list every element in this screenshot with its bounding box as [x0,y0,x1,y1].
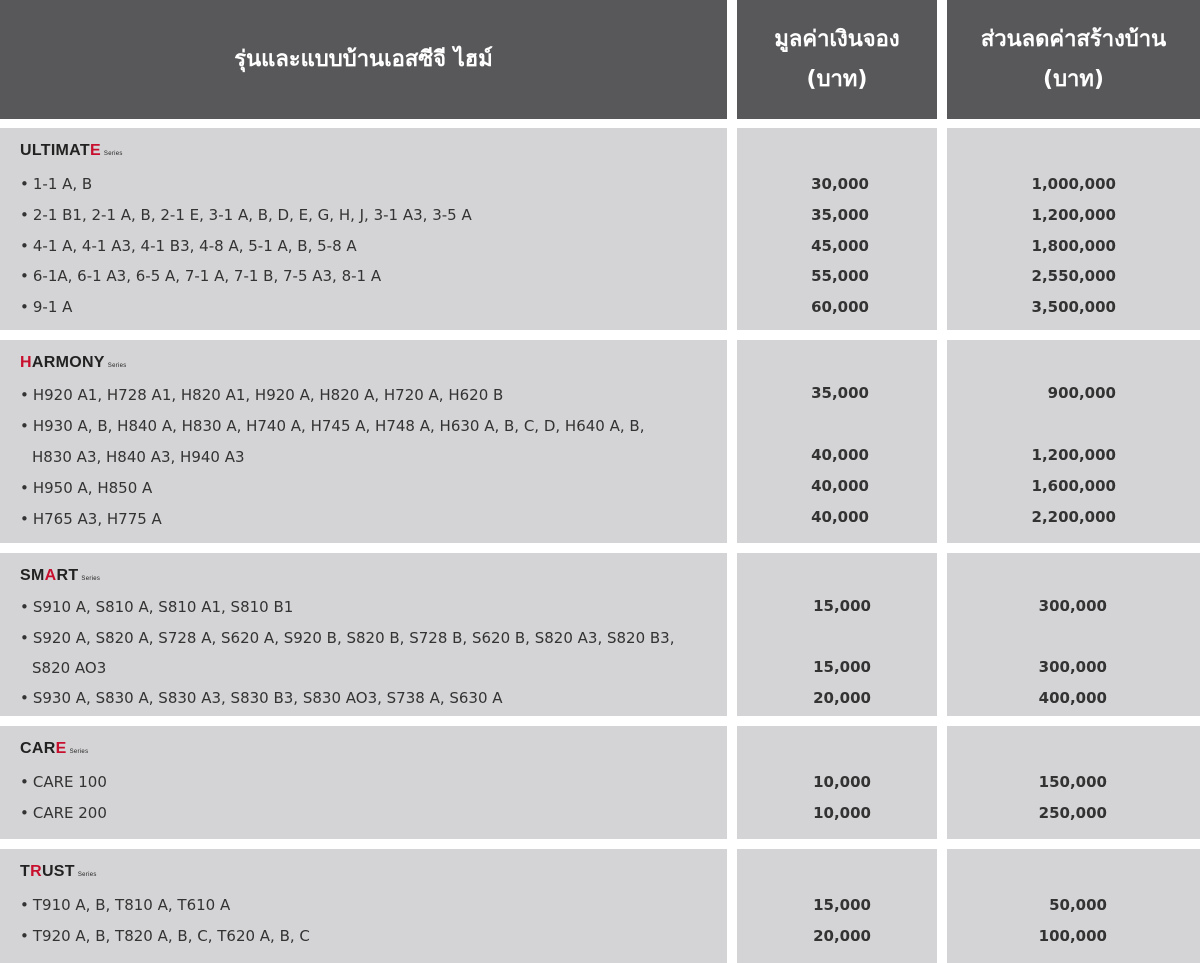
deposit-value: 15,000 [813,658,871,676]
discount-value: 50,000 [1049,896,1107,914]
table-row: • 2-1 B1, 2-1 A, B, 2-1 E, 3-1 A, B, D, E, G, H, J, 3-1 A3, 3-5 A [20,206,472,224]
deposit-value: 10,000 [813,804,871,822]
table-row-continuation: H830 A3, H840 A3, H940 A3 [32,448,245,466]
header-deposit-label: มูลค่าเงินจอง [774,26,900,52]
header-deposit-column [737,0,937,119]
ultimate-discount-cell [947,128,1200,330]
harmony-discount-cell [947,340,1200,543]
table-row: • H930 A, B, H840 A, H830 A, H740 A, H745 A, H748 A, H630 A, B, C, D, H640 A, B, [20,417,645,435]
deposit-value: 40,000 [811,508,869,526]
table-row: • T920 A, B, T820 A, B, C, T620 A, B, C [20,927,310,945]
discount-value: 1,600,000 [1031,477,1116,495]
discount-value: 3,500,000 [1031,298,1116,316]
care-models-cell [0,726,727,839]
table-row: • H950 A, H850 A [20,479,153,497]
header-model-label: รุ่นและแบบบ้านเอสซีจี ไฮม์ [234,46,493,72]
deposit-value: 40,000 [811,446,869,464]
discount-value: 400,000 [1038,689,1107,707]
table-row-continuation: S820 AO3 [32,659,107,677]
series-title-smart: SMART Series [20,567,101,584]
table-row: • 6-1A, 6-1 A3, 6-5 A, 7-1 A, 7-1 B, 7-5 A3, 8-1 A [20,267,382,285]
discount-value: 1,800,000 [1031,237,1116,255]
discount-value: 2,550,000 [1031,267,1116,285]
header-model-column [0,0,727,119]
table-row: • T910 A, B, T810 A, T610 A [20,896,231,914]
discount-value: 150,000 [1038,773,1107,791]
table-row: • CARE 100 [20,773,107,791]
discount-value: 100,000 [1038,927,1107,945]
trust-deposit-cell [737,849,937,963]
smart-discount-cell [947,553,1200,716]
deposit-value: 20,000 [813,689,871,707]
table-row: • 4-1 A, 4-1 A3, 4-1 B3, 4-8 A, 5-1 A, B, 5-8 A [20,237,357,255]
deposit-value: 15,000 [813,597,871,615]
smart-models-cell [0,553,727,716]
table-row: • CARE 200 [20,804,107,822]
header-discount-unit: (บาท) [1043,66,1104,92]
header-discount-label: ส่วนลดค่าสร้างบ้าน [980,26,1167,52]
deposit-value: 35,000 [811,206,869,224]
header-deposit-unit: (บาท) [806,66,868,92]
trust-models-cell [0,849,727,963]
care-discount-cell [947,726,1200,839]
discount-value: 300,000 [1038,597,1107,615]
smart-deposit-cell [737,553,937,716]
deposit-value: 35,000 [811,384,869,402]
deposit-value: 55,000 [811,267,869,285]
deposit-value: 40,000 [811,477,869,495]
series-title-care: CARE Series [20,740,89,757]
ultimate-models-cell [0,128,727,330]
series-title-trust: TRUST Series [20,863,97,880]
discount-value: 900,000 [1047,384,1116,402]
deposit-value: 10,000 [813,773,871,791]
series-title-ultimate: ULTIMATE Series [20,142,123,159]
discount-value: 2,200,000 [1031,508,1116,526]
table-row: • H920 A1, H728 A1, H820 A1, H920 A, H820 A, H720 A, H620 B [20,386,504,404]
harmony-deposit-cell [737,340,937,543]
deposit-value: 45,000 [811,237,869,255]
discount-value: 1,000,000 [1031,175,1116,193]
table-row: • 9-1 A [20,298,73,316]
trust-discount-cell [947,849,1200,963]
table-row: • S920 A, S820 A, S728 A, S620 A, S920 B, S820 B, S728 B, S620 B, S820 A3, S820 B3, [20,629,675,647]
discount-value: 250,000 [1038,804,1107,822]
care-deposit-cell [737,726,937,839]
deposit-value: 15,000 [813,896,871,914]
table-row: • H765 A3, H775 A [20,510,162,528]
deposit-value: 20,000 [813,927,871,945]
table-row: • S910 A, S810 A, S810 A1, S810 B1 [20,598,294,616]
discount-value: 300,000 [1038,658,1107,676]
discount-value: 1,200,000 [1031,206,1116,224]
harmony-models-cell [0,340,727,543]
table-row: • 1-1 A, B [20,175,93,193]
deposit-value: 30,000 [811,175,869,193]
deposit-value: 60,000 [811,298,869,316]
header-discount-column [947,0,1200,119]
discount-value: 1,200,000 [1031,446,1116,464]
table-row: • S930 A, S830 A, S830 A3, S830 B3, S830 AO3, S738 A, S630 A [20,689,503,707]
ultimate-deposit-cell [737,128,937,330]
series-title-harmony: HARMONY Series [20,354,127,371]
